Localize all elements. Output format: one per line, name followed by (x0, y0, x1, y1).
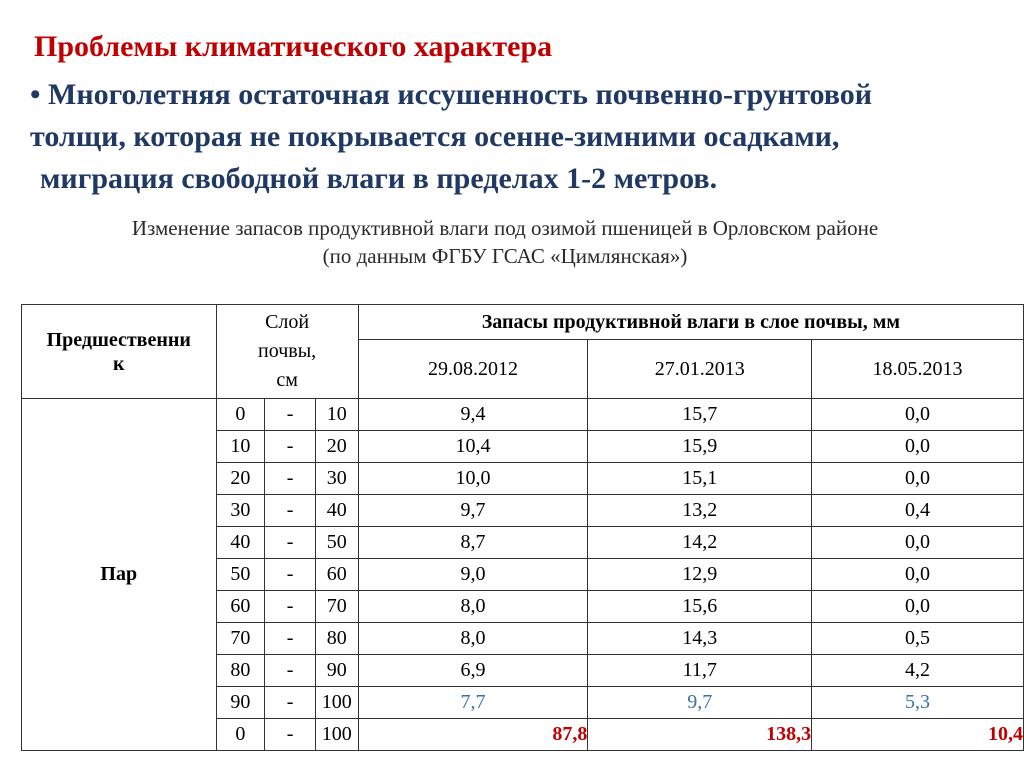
layer-to-cell: 100 (315, 687, 358, 719)
header-predecessor (22, 305, 217, 399)
layer-to-cell: 100 (315, 719, 358, 751)
layer-from-cell: 20 (216, 463, 265, 495)
value-cell-date-1: 8,0 (358, 591, 588, 623)
layer-from-cell: 0 (216, 399, 265, 431)
layer-dash-cell: - (265, 527, 316, 559)
value-cell-date-1: 10,4 (358, 431, 588, 463)
value-cell-date-2: 9,7 (588, 687, 812, 719)
value-cell-date-2: 12,9 (588, 559, 812, 591)
table-row (22, 399, 1024, 431)
value-cell-date-2: 14,3 (588, 623, 812, 655)
value-cell-date-2: 15,7 (588, 399, 812, 431)
layer-to-cell: 30 (315, 463, 358, 495)
value-cell-date-1: 7,7 (358, 687, 588, 719)
layer-to-cell: 50 (315, 527, 358, 559)
value-cell-date-3: 0,5 (812, 623, 1024, 655)
layer-dash-cell: - (265, 719, 316, 751)
value-cell-date-2: 138,3 (588, 719, 812, 751)
value-cell-date-3: 0,4 (812, 495, 1024, 527)
header-date-2: 27.01.2013 (588, 340, 812, 399)
value-cell-date-2: 15,9 (588, 431, 812, 463)
header-predecessor-label: Предшественни к (46, 328, 191, 375)
value-cell-date-3: 0,0 (812, 591, 1024, 623)
layer-to-cell: 40 (315, 495, 358, 527)
value-cell-date-3: 0,0 (812, 559, 1024, 591)
layer-to-cell: 10 (315, 399, 358, 431)
layer-from-cell: 90 (216, 687, 265, 719)
layer-from-cell: 50 (216, 559, 265, 591)
layer-dash-cell: - (265, 463, 316, 495)
value-cell-date-3: 0,0 (812, 463, 1024, 495)
value-cell-date-1: 9,0 (358, 559, 588, 591)
layer-from-cell: 10 (216, 431, 265, 463)
layer-dash-cell: - (265, 623, 316, 655)
layer-dash-cell: - (265, 591, 316, 623)
layer-to-cell: 80 (315, 623, 358, 655)
layer-dash-cell: - (265, 495, 316, 527)
value-cell-date-1: 6,9 (358, 655, 588, 687)
caption-line-1: Изменение запасов продуктивной влаги под озимой пшеницей в Орловском районе (131, 216, 879, 240)
header-date-1: 29.08.2012 (358, 340, 588, 399)
layer-from-cell: 60 (216, 591, 265, 623)
value-cell-date-1: 87,8 (358, 719, 588, 751)
value-cell-date-1: 9,4 (358, 399, 588, 431)
value-cell-date-2: 15,1 (588, 463, 812, 495)
bullet-line-2: толщи, которая не покрывается осенне-зимними осадками, (30, 120, 840, 153)
predecessor-cell: Пар (22, 399, 217, 751)
value-cell-date-3: 0,0 (812, 399, 1024, 431)
layer-to-cell: 70 (315, 591, 358, 623)
value-cell-date-3: 5,3 (812, 687, 1024, 719)
value-cell-date-1: 10,0 (358, 463, 588, 495)
value-cell-date-3: 0,0 (812, 527, 1024, 559)
bullet-text (30, 74, 1010, 200)
layer-dash-cell: - (265, 431, 316, 463)
header-layer (216, 305, 358, 399)
layer-dash-cell: - (265, 655, 316, 687)
layer-from-cell: 0 (216, 719, 265, 751)
layer-dash-cell: - (265, 559, 316, 591)
layer-dash-cell: - (265, 687, 316, 719)
value-cell-date-3: 0,0 (812, 431, 1024, 463)
value-cell-date-3: 10,4 (812, 719, 1024, 751)
layer-to-cell: 20 (315, 431, 358, 463)
header-reserves: Запасы продуктивной влаги в слое почвы, мм (358, 305, 1023, 340)
header-layer-line3: см (276, 369, 298, 391)
value-cell-date-1: 9,7 (358, 495, 588, 527)
layer-from-cell: 80 (216, 655, 265, 687)
bullet-line-3: миграция свободной влаги в пределах 1-2 метров. (40, 162, 718, 195)
value-cell-date-2: 15,6 (588, 591, 812, 623)
value-cell-date-1: 8,7 (358, 527, 588, 559)
layer-from-cell: 30 (216, 495, 265, 527)
value-cell-date-2: 13,2 (588, 495, 812, 527)
header-row-1 (22, 305, 1024, 340)
layer-from-cell: 70 (216, 623, 265, 655)
page-title: Проблемы климатического характера (34, 30, 553, 63)
layer-dash-cell: - (265, 399, 316, 431)
value-cell-date-3: 4,2 (812, 655, 1024, 687)
value-cell-date-2: 11,7 (588, 655, 812, 687)
value-cell-date-2: 14,2 (588, 527, 812, 559)
value-cell-date-1: 8,0 (358, 623, 588, 655)
layer-to-cell: 90 (315, 655, 358, 687)
caption-line-2: (по данным ФГБУ ГСАС «Цимлянская») (322, 244, 688, 268)
header-layer-line1: Слой (265, 311, 310, 333)
bullet-line-1: • Многолетняя остаточная иссушенность почвенно-грунтовой (30, 78, 873, 111)
moisture-table (21, 304, 1024, 751)
header-layer-line2: почвы, (258, 340, 317, 362)
table-body (22, 399, 1024, 751)
layer-from-cell: 40 (216, 527, 265, 559)
layer-to-cell: 60 (315, 559, 358, 591)
table-caption (0, 214, 1010, 270)
header-date-3: 18.05.2013 (812, 340, 1024, 399)
